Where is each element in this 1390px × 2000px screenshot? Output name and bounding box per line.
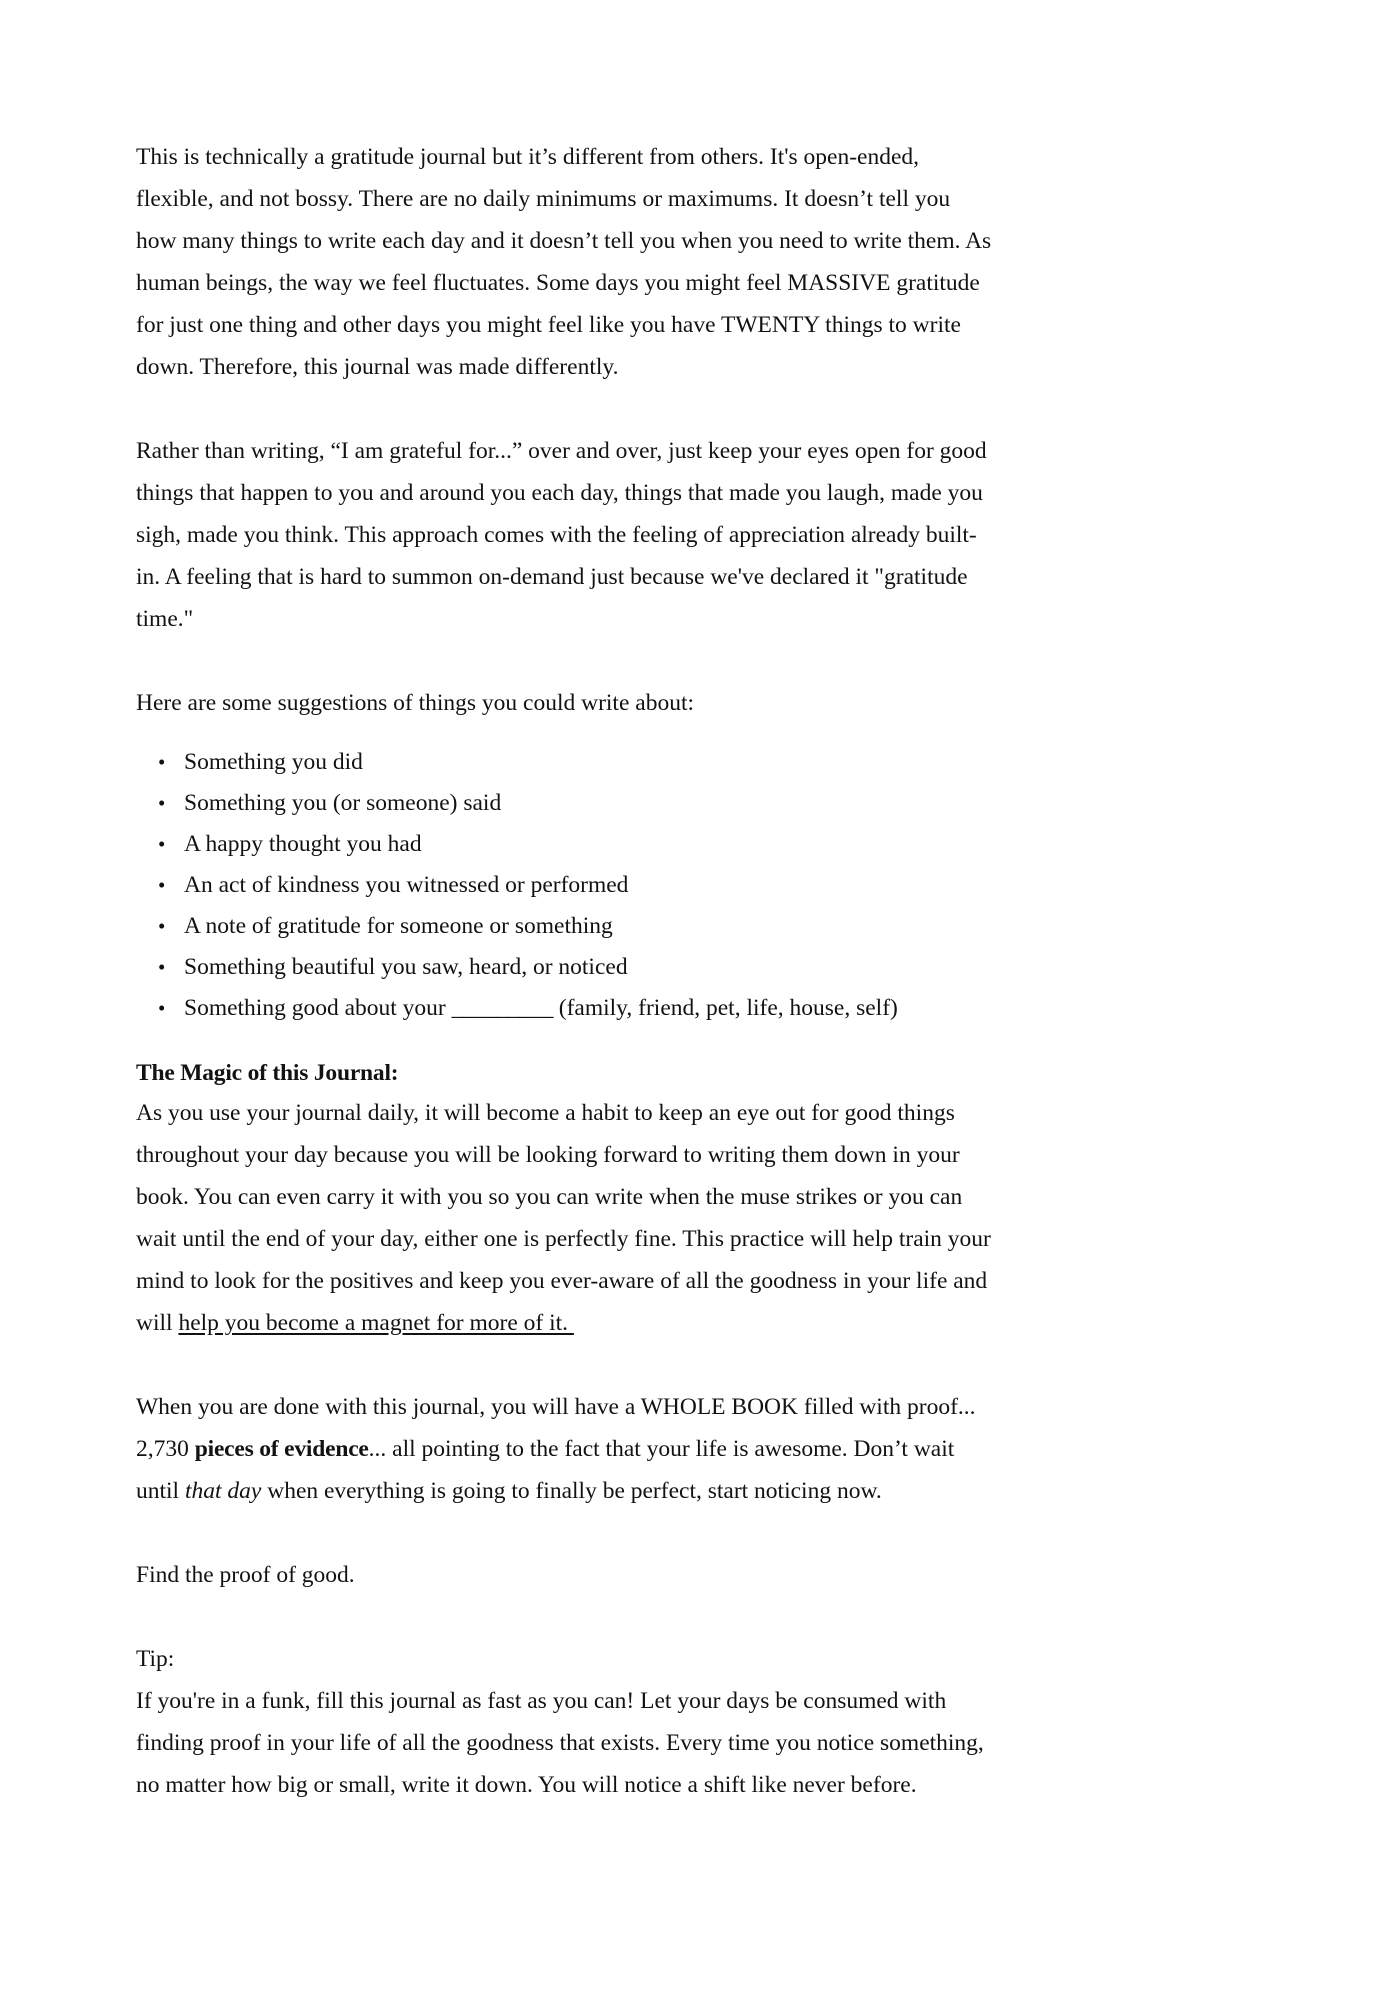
list-item [184,787,996,819]
closing-line: Find the proof of good. [136,1562,355,1588]
paragraph-approach: Rather than writing, “I am grateful for...” over and over, just keep your eyes open for good things that happen to you and around you each day, things that made you laugh, made you sigh, made you think. This approach comes with the feeling of appreciation already built-in. A feeling that is hard to summon on-demand just because we've declared it "gratitude time." [136,438,987,632]
evidence-part-one: When you are done with this journal, you will have a WHOLE BOOK filled with proof... 2,730 [136,1394,976,1462]
list-item-label: A happy thought you had [184,831,422,857]
tip-body: If you're in a funk, fill this journal as fast as you can! Let your days be consumed with finding proof in your life of all the goodness that exists. Every time you notice something, no matter how big or small, write it down. You will notice a shift like never before. [136,1688,984,1798]
list-item-prefix: Something good about your [184,995,452,1021]
list-item [184,746,996,778]
document-body [136,136,996,1806]
fill-blank-underscores: _________ [451,995,553,1021]
list-item [184,869,996,901]
magic-body-underlined: help you become a magnet for more of it. [178,1310,569,1336]
evidence-italic-phrase: that day [184,1478,262,1504]
magic-body-text: As you use your journal daily, it will become a habit to keep an eye out for good things throughout your day because you will be looking forward to writing them down in your book. You can even carry it with you so you can write when the muse strikes or you can wait until the end of your day, either one is perfectly fine. This practice will help train your mind to look for the positives and keep you ever-aware of all the goodness in your life and will [136,1100,991,1336]
list-item-label: An act of kindness you witnessed or performed [184,872,629,898]
paragraph-intro: This is technically a gratitude journal but it’s different from others. It's open-ended, flexible, and not bossy. There are no daily minimums or maximums. It doesn’t tell you how many things to write each day and it doesn’t tell you when you need to write them. As human beings, the way we feel fluctuates. Some days you might feel MASSIVE gratitude for just one thing and other days you might feel like you have TWENTY things to write down. Therefore, this journal was made differently. [136,144,992,380]
evidence-part-three: when everything is going to finally be perfect, start noticing now. [261,1478,882,1504]
list-item-fill-blank [184,992,996,1024]
magic-section-heading: The Magic of this Journal: [136,1060,399,1086]
list-item-suffix: (family, friend, pet, life, house, self) [552,995,898,1021]
suggestions-list [136,746,996,1024]
list-item [184,910,996,942]
list-item-label: Something you did [184,749,363,775]
magic-section-body [136,1092,996,1344]
evidence-bold-phrase: pieces of evidence [194,1436,369,1462]
suggestions-lead: Here are some suggestions of things you could write about: [136,690,695,716]
list-item-label: A note of gratitude for someone or something [184,913,613,939]
evidence-paragraph [136,1386,996,1512]
list-item [184,828,996,860]
list-item [184,951,996,983]
evidence-part-two: ... all pointing to the fact that your life is awesome. Don’t wait until [136,1436,955,1504]
trailing-underline-space [568,1310,574,1336]
list-item-label: Something beautiful you saw, heard, or noticed [184,954,628,980]
tip-label: Tip: [136,1646,175,1672]
list-item-label: Something you (or someone) said [184,790,502,816]
